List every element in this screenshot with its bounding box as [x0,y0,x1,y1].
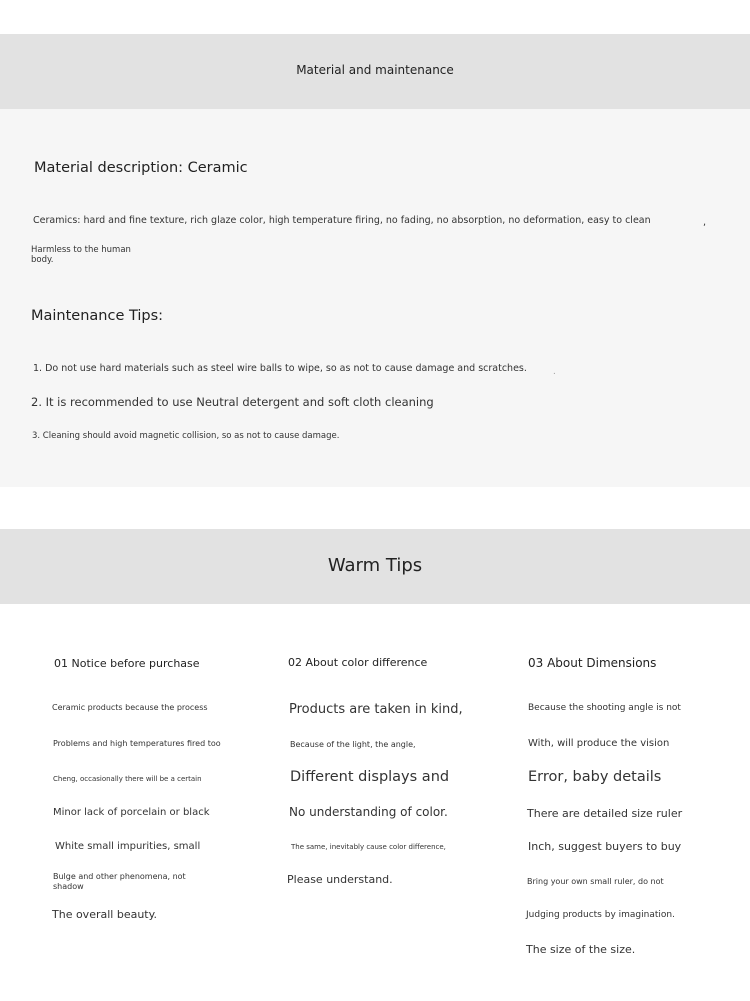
col2-heading: 02 About color difference [288,656,428,669]
col2-line: Because of the light, the angle, [290,740,416,749]
material-description-line2a: Harmless to the human [31,245,131,255]
material-description-comma: , [703,217,707,228]
maintenance-tips-heading: Maintenance Tips: [31,308,164,324]
maintenance-tip-1: 1. Do not use hard materials such as steel wire balls to wipe, so as not to cause damage and scratches. [33,363,527,374]
col3-line: Bring your own small ruler, do not [527,877,664,886]
col3-heading: 03 About Dimensions [528,656,657,670]
col2-line: Products are taken in kind, [289,702,463,717]
col1-line: Cheng, occasionally there will be a certain [53,775,202,783]
col1-line: Problems and high temperatures fired too [53,739,221,748]
col1-heading: 01 Notice before purchase [54,657,200,670]
col1-line: Bulge and other phenomena, not [53,872,186,881]
col3-line: There are detailed size ruler [527,807,683,820]
col2-line: Different displays and [290,769,450,785]
material-section-title: Material and maintenance [296,63,454,77]
col1-line: Minor lack of porcelain or black [53,807,210,818]
maintenance-tip-2: 2. It is recommended to use Neutral detergent and soft cloth cleaning [31,395,434,409]
warm-tips-header-band [0,529,750,604]
col2-line: Please understand. [287,873,393,886]
material-description-line1: Ceramics: hard and fine texture, rich glaze color, high temperature firing, no fading, no absorption, no deformation, easy to clean [33,215,651,226]
col3-line: The size of the size. [526,943,636,956]
col1-line: shadow [53,882,84,891]
col3-line: With, will produce the vision [528,738,670,749]
col3-line: Because the shooting angle is not [528,703,681,713]
material-header-band [0,34,750,109]
warm-tips-title: Warm Tips [327,555,423,576]
maintenance-tip-1-dot: . [553,367,556,377]
maintenance-tip-3: 3. Cleaning should avoid magnetic collision, so as not to cause damage. [32,431,340,441]
col1-line: White small impurities, small [55,841,201,852]
col2-line: The same, inevitably cause color difference, [291,843,446,851]
material-description-line2b: body. [31,255,54,265]
material-description-heading: Material description: Ceramic [34,160,248,176]
col3-line: Error, baby details [528,769,662,785]
col3-line: Judging products by imagination. [526,910,675,920]
col2-line: No understanding of color. [289,805,448,819]
col1-line: The overall beauty. [52,908,158,921]
col3-line: Inch, suggest buyers to buy [528,840,682,853]
col1-line: Ceramic products because the process [52,703,208,712]
